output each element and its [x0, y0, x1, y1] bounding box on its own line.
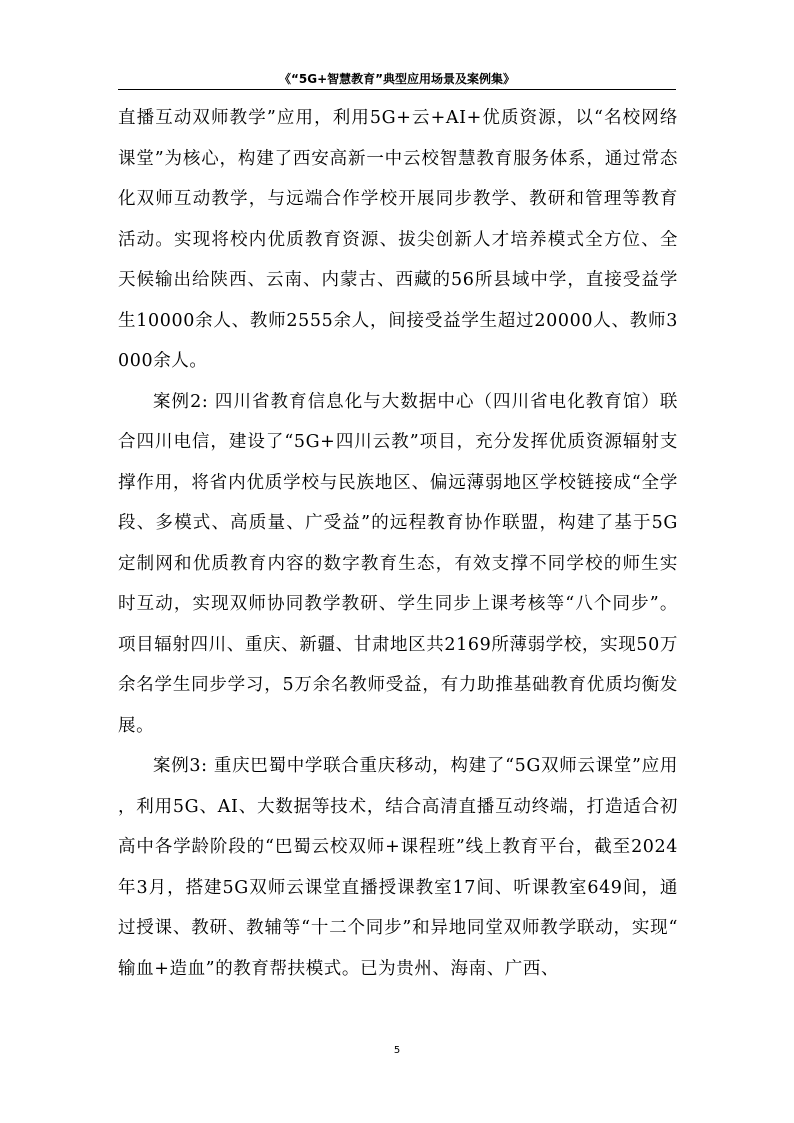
paragraph-case-3: 案例3: 重庆巴蜀中学联合重庆移动，构建了“5G双师云课堂”应用，利用5G、AI、大数据等技术，结合高清直播互动终端，打造适合初高中各学龄阶段的“巴蜀云校双师+课程班”线上教育平台，截至2024年3月，搭建5G双师云课堂直播授课教室17间、听课教室649间，通过授课、教研、教辅等“十二个同步”和异地同堂双师教学联动，实现“输血+造血”的教育帮扶模式。已为贵州、海南、广西、: [118, 756, 678, 979]
document-body: [118, 98, 678, 989]
paragraph-case-1-continued: 直播互动双师教学”应用，利用5G+云+AI+优质资源，以“名校网络课堂”为核心，构建了西安高新一中云校智慧教育服务体系，通过常态化双师互动教学，与远端合作学校开展同步教学、教研和管理等教育活动。实现将校内优质教育资源、拔尖创新人才培养模式全方位、全天候输出给陕西、云南、内蒙古、西藏的56所县域中学，直接受益学生10000余人、教师2555余人，间接受益学生超过20000人、教师3000余人。: [118, 108, 678, 371]
page-number: 5: [393, 1045, 401, 1056]
paragraph-case-2: 案例2: 四川省教育信息化与大数据中心（四川省电化教育馆）联合四川电信，建设了“5G+四川云教”项目，充分发挥优质资源辐射支撑作用，将省内优质学校与民族地区、偏远薄弱地区学校链接成“全学段、多模式、高质量、广受益”的远程教育协作联盟，构建了基于5G定制网和优质教育内容的数字教育生态，有效支撑不同学校的师生实时互动，实现双师协同教学教研、学生同步上课考核等“八个同步”。项目辐射四川、重庆、新疆、甘肃地区共2169所薄弱学校，实现50万余名学生同步学习，5万余名教师受益，有力助推基础教育优质均衡发展。: [118, 391, 678, 736]
header-divider: [118, 89, 676, 90]
document-header-title: 《“5G+智慧教育”典型应用场景及案例集》: [278, 72, 516, 86]
